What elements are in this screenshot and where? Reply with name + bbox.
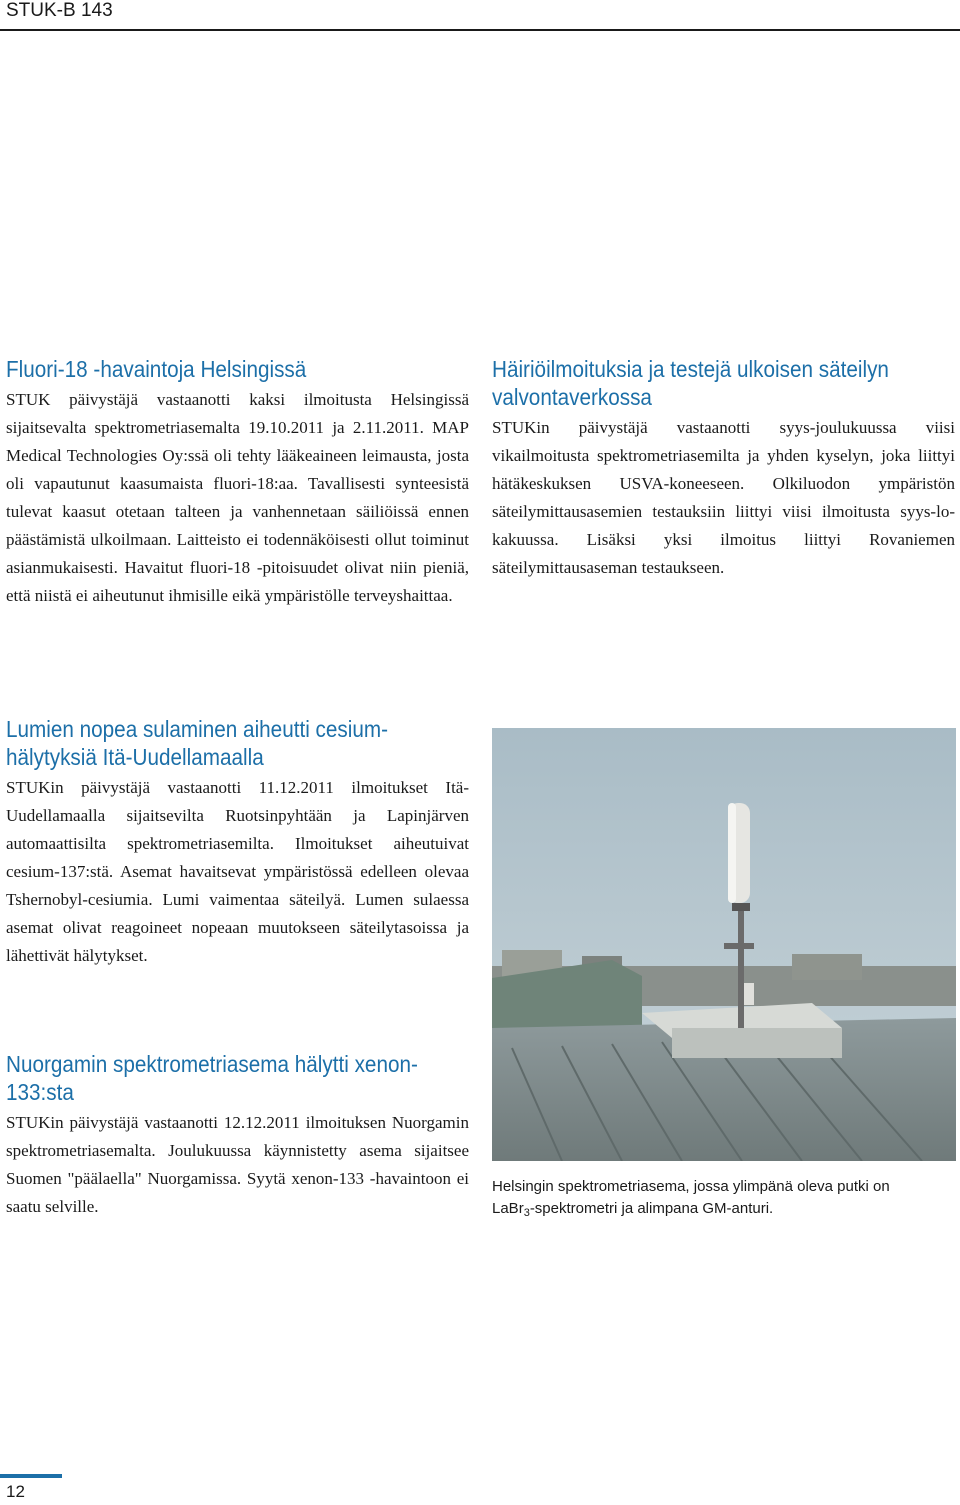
section-body: STUK päivystäjä vastaanotti kaksi ilmoitusta Helsingissä sijaitsevalta spektrometriasemalta 19.10.2011 ja 2.11.2011. MAP Medical Technologies Oy:ssä oli tehty lääkeaineen leimausta, josta oli vapautunut kaasumaista fluori-18:aa. Tavallisesti synteesistä tulevat kaasut otetaan talteen ja vanhennetaan säiliöissä ennen päästämistä ulkoilmaan. Laitteisto ei todennäköisesti ollut toiminut asianmukaisesti. Havaitut fluori-18 -pitoisuudet olivat niin pieniä, että niistä ei aiheutunut ihmisille eikä ympäristölle terveyshaittaa. — [6, 390, 469, 605]
caption-text-end: -spektrometri ja alimpana GM-anturi. — [529, 1200, 774, 1217]
section-lumien — [6, 715, 469, 970]
footer-accent-bar — [0, 1474, 62, 1478]
section-body: STUKin päivystäjä vastaanotti 12.12.2011 ilmoituksen Nuorgamin spektrometriasemalta. Joulukuussa käynnistetty asema sijaitsee Suomen "päälaella" Nuorgamissa. Syytä xenon-133 -havaintoon ei saatu selville. — [6, 1113, 469, 1216]
section-fluori — [6, 355, 469, 610]
section-title: Nuorgamin spektrometriasema hälytti xenon-133:sta — [6, 1051, 418, 1105]
section-hairio — [492, 355, 955, 582]
photo-caption — [492, 1176, 892, 1224]
section-title: Fluori-18 -havaintoja Helsingissä — [6, 356, 307, 382]
station-photo — [492, 728, 956, 1161]
page-number: 12 — [6, 1482, 25, 1501]
section-title: Lumien nopea sulaminen aiheutti cesium-hälytyksiä Itä-Uudellamaalla — [6, 716, 389, 770]
section-nuorgam — [6, 1050, 469, 1221]
section-body: STUKin päivystäjä vastaanotti syys-joulukuussa viisi vikailmoitusta spektrometriasemilta ja yhden kyselyn, joka liittyi hätäkeskuksen USVA-koneeseen. Olkiluodon ympäristön säteilymittausasemien testauksiin liittyi viisi ilmoitusta syys-lokakuussa. Lisäksi yksi ilmoitus liittyi Rovaniemen säteilymittausaseman testaukseen. — [492, 418, 955, 577]
caption-subscript: 3 — [523, 1207, 530, 1219]
section-title: Häiriöilmoituksia ja testejä ulkoisen säteilyn valvontaverkossa — [492, 356, 889, 410]
caption-text-start: Helsingin spektrometriasema, jossa ylimpänä oleva putki on LaBr — [492, 1178, 890, 1217]
header-rule — [0, 29, 960, 31]
section-body: STUKin päivystäjä vastaanotti 11.12.2011 ilmoitukset Itä-Uudellamaalla sijaitsevilta Ruotsinpyhtään ja Lapinjärven automaattisilta spektrometriasemilta. Ilmoitukset aiheutuivat cesium-137:stä. Asemat havaitsevat ympäristössä edelleen olevaa Tshernobyl-cesiumia. Lumi vaimentaa säteilyä. Lumen sulaessa asemat olivat reagoineet nopeaan muutokseen säteilytasoissa ja lähettivät hälytykset. — [6, 778, 469, 965]
series-label: STUK-B 143 — [6, 0, 113, 21]
